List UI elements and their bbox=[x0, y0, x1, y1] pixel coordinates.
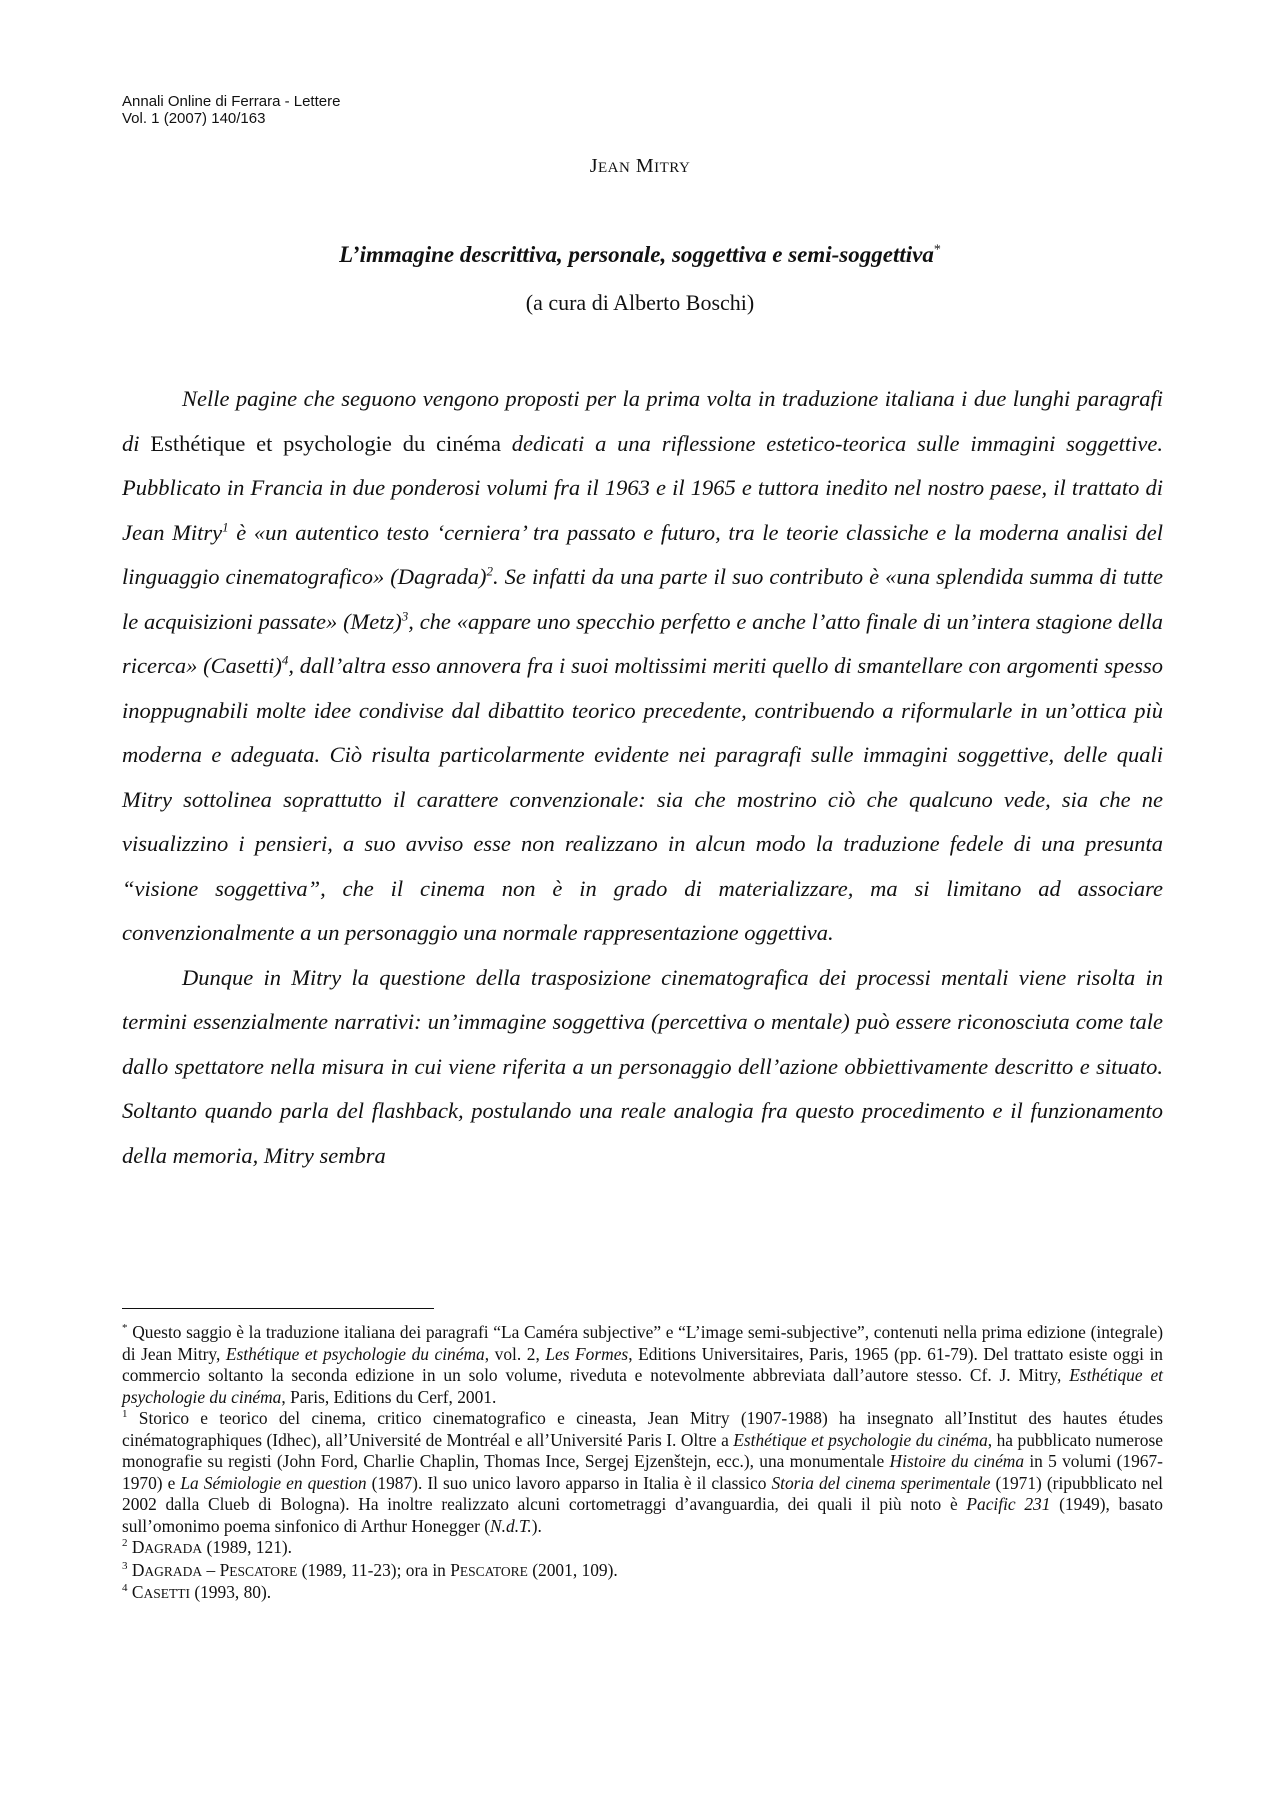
footnote-3: $^3$ DAGRADA – PESCATORE (1989, 11-23); ora in PESCATORE (2001, 109). bbox=[122, 1559, 618, 1580]
article-body bbox=[122, 377, 1163, 1178]
footnote-ref: 3 bbox=[401, 608, 409, 623]
article-title: L’immagine descrittiva, personale, soggettiva e semi-soggettiva* bbox=[339, 242, 941, 267]
footnote-1: $^1$ Storico e teorico del cinema, critico cinematografico e cineasta, Jean Mitry (1907-1988) ha insegnato all’Institut des hautes études cinématographiques (Idhec), all’Université de Montréal e all’Université Paris I. Oltre a Esthétique et psychologie du cinéma, ha pubblicato numerose monografie su registi (John Ford, Charlie Chaplin, Thomas Ince, Sergej Ejzenštejn, ecc.), una monumentale Histoire du cinéma in 5 volumi (1967-1970) e La Sémiologie en question (1987). Il suo unico lavoro apparso in Italia è il classico Storia del cinema sperimentale (1971) (ripubblicato nel 2002 dalla Clueb di Bologna). Ha inoltre realizzato alcuni cortometraggi d’avanguardia, dei quali il più noto è Pacific 231 (1949), basato sull’omonimo poema sinfonico di Arthur Honegger (N.d.T.). bbox=[122, 1408, 1164, 1536]
footnote-ref: 1 bbox=[222, 519, 229, 534]
paragraph-2: Dunque in Mitry la questione della trasposizione cinematografica dei processi mentali viene risolta in termini essenzialmente narrativi: un’immagine soggettiva (percettiva o mentale) può essere riconosciuta come tale dallo spettatore nella misura in cui viene riferita a un personaggio dell’azione obbiettivamente descritto e situato. Soltanto quando parla del flashback, postulando una reale analogia fra questo procedimento e il funzionamento della memoria, Mitry sembra bbox=[122, 964, 1163, 1168]
footnote-4: $^4$ CASETTI (1993, 80). bbox=[122, 1582, 272, 1602]
volume-info: Vol. 1 (2007) 140/163 bbox=[122, 110, 266, 127]
curator-line: (a cura di Alberto Boschi) bbox=[525, 290, 755, 315]
paragraph-1: Nelle pagine che seguono vengono proposti per la prima volta in traduzione italiana i due lunghi paragrafi di Esthétique et psychologie du cinéma dedicati a una riflessione estetico-teorica sulle immagini soggettive. Pubblicato in Francia in due ponderosi volumi fra il 1963 e il 1965 e tuttora inedito nel nostro paese, il trattato di Jean Mitry$^1$ è «un autentico testo ‘cerniera’ tra passato e futuro, tra le teorie classiche e la moderna analisi del linguaggio cinematografico» (Dagrada)$^2$. Se infatti da una parte il suo contributo è «una splendida summa di tutte le acquisizioni passate» (Metz)$^3$, che «appare uno specchio perfetto e anche l’atto finale di un’intera stagione della ricerca» (Casetti)$^4$, dall’altra esso annovera fra i suoi moltissimi meriti quello di smantellare con argomenti spesso inoppugnabili molte idee condivise dal dibattito teorico precedente, contribuendo a riformularle in un’ottica più moderna e adeguata. Ciò risulta particolarmente evidente nei paragrafi sulle immagini soggettive, delle quali Mitry sottolinea soprattutto il carattere convenzionale: sia che mostrino ciò che qualcuno vede, sia che ne visualizzino i pensieri, a suo avviso esse non realizzano in alcun modo la traduzione fedele di una presunta “visione soggettiva”, che il cinema non è in grado di materializzare, ma si limitano ad associare convenzionalmente a un personaggio una normale rappresentazione oggettiva. bbox=[122, 386, 1164, 945]
footnote-ref: 2 bbox=[486, 563, 494, 579]
title-footnote-marker: * bbox=[933, 242, 941, 258]
footnote-ref: 4 bbox=[281, 652, 289, 668]
journal-name: Annali Online di Ferrara - Lettere bbox=[122, 93, 341, 110]
footnote-2: $^2$ DAGRADA (1989, 121). bbox=[122, 1537, 293, 1557]
footnotes bbox=[122, 1322, 1163, 1605]
author-name: JEAN MITRY bbox=[589, 155, 691, 177]
footnote-star: * Questo saggio è la traduzione italiana dei paragrafi “La Caméra subjective” e “L’image semi-subjective”, contenuti nella prima edizione (integrale) di Jean Mitry, Esthétique et psychologie du cinéma, vol. 2, Les Formes, Editions Universitaires, Paris, 1965 (pp. 61-79). Del trattato esiste oggi in commercio soltanto la seconda edizione in un solo volume, riveduta e notevolmente abbreviata dall’autore stesso. Cf. J. Mitry, Esthétique et psychologie du cinéma, Paris, Editions du Cerf, 2001. bbox=[122, 1322, 1164, 1407]
footnote-separator bbox=[122, 1308, 434, 1309]
book-title: Esthétique et psychologie du cinéma bbox=[150, 430, 501, 456]
running-header bbox=[122, 93, 340, 127]
